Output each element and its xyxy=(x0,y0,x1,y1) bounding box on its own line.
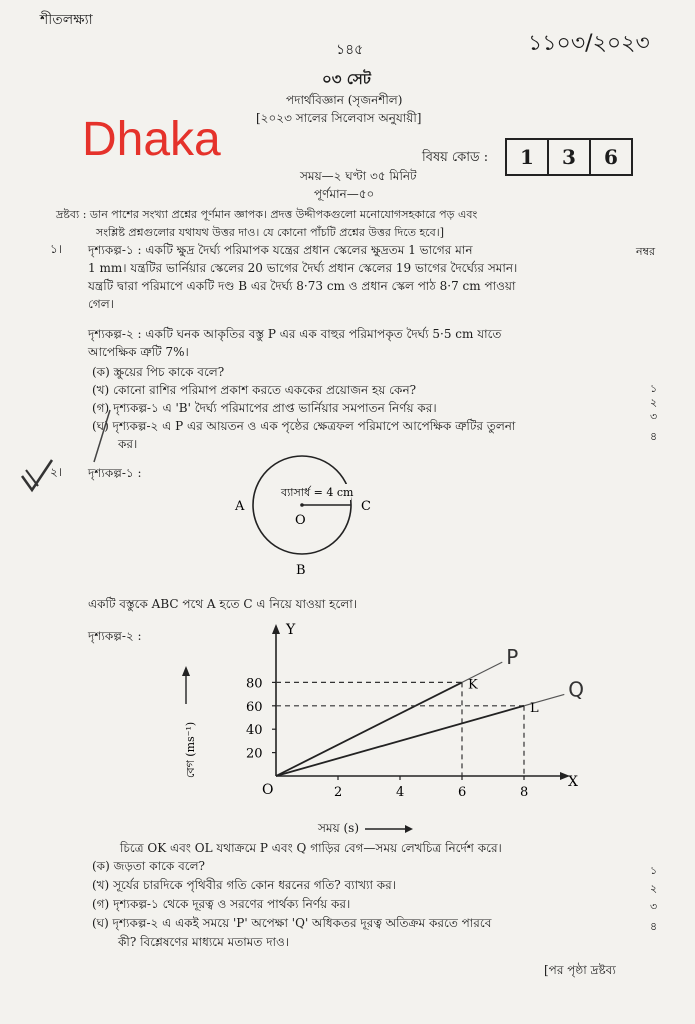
q1-scenario1-line3: যন্ত্রটি দ্বারা পরিমাপে একটি দণ্ড B এর দৈর্ঘ্য 8·73 cm ও প্রধান স্কেল পাঠ 8·7 cm পাওয়া xyxy=(88,279,516,293)
q1-part-kha: (খ) কোনো রাশির পরিমাপ প্রকাশ করতে এককের প্রয়োজন হয় কেন? xyxy=(92,383,417,397)
full-marks: পূর্ণমান—৫০ xyxy=(314,187,375,201)
y-axis-label: বেগ (ms⁻¹) xyxy=(184,721,197,778)
q1-part-ka: (ক) স্ক্রুয়ের পিচ কাকে বলে? xyxy=(92,365,225,379)
mark-q2-ka: ১ xyxy=(650,864,658,877)
series-line-ol xyxy=(276,706,524,776)
x-axis-label: সময় (s) xyxy=(318,820,415,840)
mark-q2-ga: ৩ xyxy=(650,900,658,913)
x-tick-label: 2 xyxy=(334,785,343,800)
code-digit: 3 xyxy=(549,140,591,174)
board-stamp: Dhaka xyxy=(82,113,221,166)
next-page-note: [পর পৃষ্ঠা দ্রষ্টব্য xyxy=(544,963,616,977)
q2-chart-caption: চিত্রে OK এবং OL যথাক্রমে P এবং Q গাড়ির বেগ—সময় লেখচিত্র নির্দেশ করে। xyxy=(120,841,502,855)
q2-scenario1-label: দৃশ্যকল্প-১ : xyxy=(88,466,142,480)
q1-part-gha: (ঘ) দৃশ্যকল্প-২ এ P এর আয়তন ও এক পৃষ্ঠের ক্ষেত্রফল পরিমাপে আপেক্ষিক ত্রুটির তুলনা xyxy=(92,419,516,433)
subject-code-label: বিষয় কোড : xyxy=(422,150,489,165)
y-axis-letter: Y xyxy=(286,622,296,638)
question-2-number: ২। xyxy=(50,465,63,479)
q1-scenario2-line2: আপেক্ষিক ত্রুটি 7%। xyxy=(88,345,189,359)
q1-scenario2-line1: দৃশ্যকল্প-২ : একটি ঘনক আকৃতির বস্তু P এর এক বাহুর পরিমাপকৃত দৈর্ঘ্য 5·5 cm যাতে xyxy=(88,327,502,341)
y-tick-label: 80 xyxy=(246,676,263,692)
q2-part-kha: (খ) সূর্যের চারদিকে পৃথিবীর গতি কোন ধরনের গতি? ব্যাখ্যা কর। xyxy=(92,878,397,892)
x-tick-label: 8 xyxy=(520,785,529,800)
set-label: ০৩ সেট xyxy=(322,70,371,88)
mark-q2-gha: ৪ xyxy=(650,920,658,933)
page-number: ১৪৫ xyxy=(336,42,364,58)
pen-stroke-icon xyxy=(90,408,112,464)
handwritten-note-left: শীতলক্ষ্যা xyxy=(40,12,93,28)
mark-q1-gha: ৪ xyxy=(650,430,658,443)
instruction-line-1: দ্রষ্টব্য : ডান পাশের সংখ্যা প্রশ্নের পূর্ণমান জ্ঞাপক। প্রদত্ত উদ্দীপকগুলো মনোযোগসহকারে পড় এবং xyxy=(56,208,478,221)
code-digit: 6 xyxy=(604,145,618,169)
point-c-label: C xyxy=(361,499,371,514)
point-label-k: K xyxy=(468,677,478,693)
code-digit: 1 xyxy=(507,140,549,174)
instruction-line-2: সংশ্লিষ্ট প্রশ্নগুলোর যথাযথ উত্তর দাও। যে কোনো পাঁচটি প্রশ্নের উত্তর দিতে হবে।] xyxy=(96,226,445,239)
radius-label: ব্যাসার্ধ = 4 cm xyxy=(281,486,354,499)
q1-part-gha-cont: কর। xyxy=(118,437,138,451)
x-axis-letter: X xyxy=(568,774,578,790)
time-label: সময়—২ ঘণ্টা ৩৫ মিনিট xyxy=(300,169,417,183)
q2-part-ka: (ক) জড়তা কাকে বলে? xyxy=(92,859,205,873)
syllabus-note: [২০২৩ সালের সিলেবাস অনুযায়ী] xyxy=(256,111,422,125)
mark-q1-kha: ২ xyxy=(650,396,658,409)
point-o-label: O xyxy=(295,513,306,528)
handwritten-date: ১১০৩/২০২৩ xyxy=(528,31,650,56)
q2-part-gha-cont: কী? বিশ্লেষণের মাধ্যমে মতামত দাও। xyxy=(118,935,290,949)
velocity-time-chart xyxy=(170,618,610,848)
mark-q1-ka: ১ xyxy=(650,382,658,395)
circle-diagram xyxy=(225,448,385,588)
q1-scenario1-line1: দৃশ্যকল্প-১ : একটি ক্ষুদ্র দৈর্ঘ্য পরিমাপক যন্ত্রের প্রধান স্কেলের ক্ষুদ্রতম 1 ভাগের মান xyxy=(88,243,473,257)
y-tick-label: 20 xyxy=(246,746,263,762)
origin-label: O xyxy=(262,782,274,798)
q1-scenario1-line2: 1 mm। যন্ত্রটির ভার্নিয়ার স্কেলের 20 ভাগের দৈর্ঘ্য প্রধান স্কেলের 19 ভাগের দৈর্ঘ্যের সমান। xyxy=(88,261,518,275)
q2-part-gha: (ঘ) দৃশ্যকল্প-২ এ একই সময়ে 'P' অপেক্ষা 'Q' অধিকতর দূরত্ব অতিক্রম করতে পারবে xyxy=(92,916,492,930)
x-tick-label: 4 xyxy=(396,785,405,800)
point-label-l: L xyxy=(530,700,539,716)
y-tick-label: 60 xyxy=(246,699,263,715)
mark-q1-ga: ৩ xyxy=(650,410,658,423)
arrow-right-icon xyxy=(363,824,415,834)
x-tick-label: 6 xyxy=(458,785,467,800)
point-b-label: B xyxy=(296,563,306,578)
q2-part-ga: (গ) দৃশ্যকল্প-১ থেকে দূরত্ব ও সরণের পার্থক্য নির্ণয় কর। xyxy=(92,897,351,911)
q2-scenario2-label: দৃশ্যকল্প-২ : xyxy=(88,629,142,643)
y-tick-label: 40 xyxy=(246,723,263,739)
handwritten-label-p: P xyxy=(506,645,519,670)
handwritten-label-q: Q xyxy=(568,677,585,702)
series-line-ok xyxy=(276,682,462,776)
q1-part-ga: (গ) দৃশ্যকল্প-১ এ 'B' দৈর্ঘ্য পরিমাপের প্রাপ্ত ভার্নিয়ার সমপাতন নির্ণয় কর। xyxy=(92,401,437,415)
point-a-label: A xyxy=(235,499,245,514)
marks-column-label: নম্বর xyxy=(636,245,656,258)
q2-path-text: একটি বস্তুকে ABC পথে A হতে C এ নিয়ে যাওয়া হলো। xyxy=(88,597,357,611)
subject-title: পদার্থবিজ্ঞান (সৃজনশীল) xyxy=(286,93,403,107)
subject-code-box xyxy=(505,138,633,176)
question-1-number: ১। xyxy=(50,242,63,256)
q1-scenario1-line4: গেল। xyxy=(88,297,114,311)
mark-q2-kha: ২ xyxy=(650,882,658,895)
